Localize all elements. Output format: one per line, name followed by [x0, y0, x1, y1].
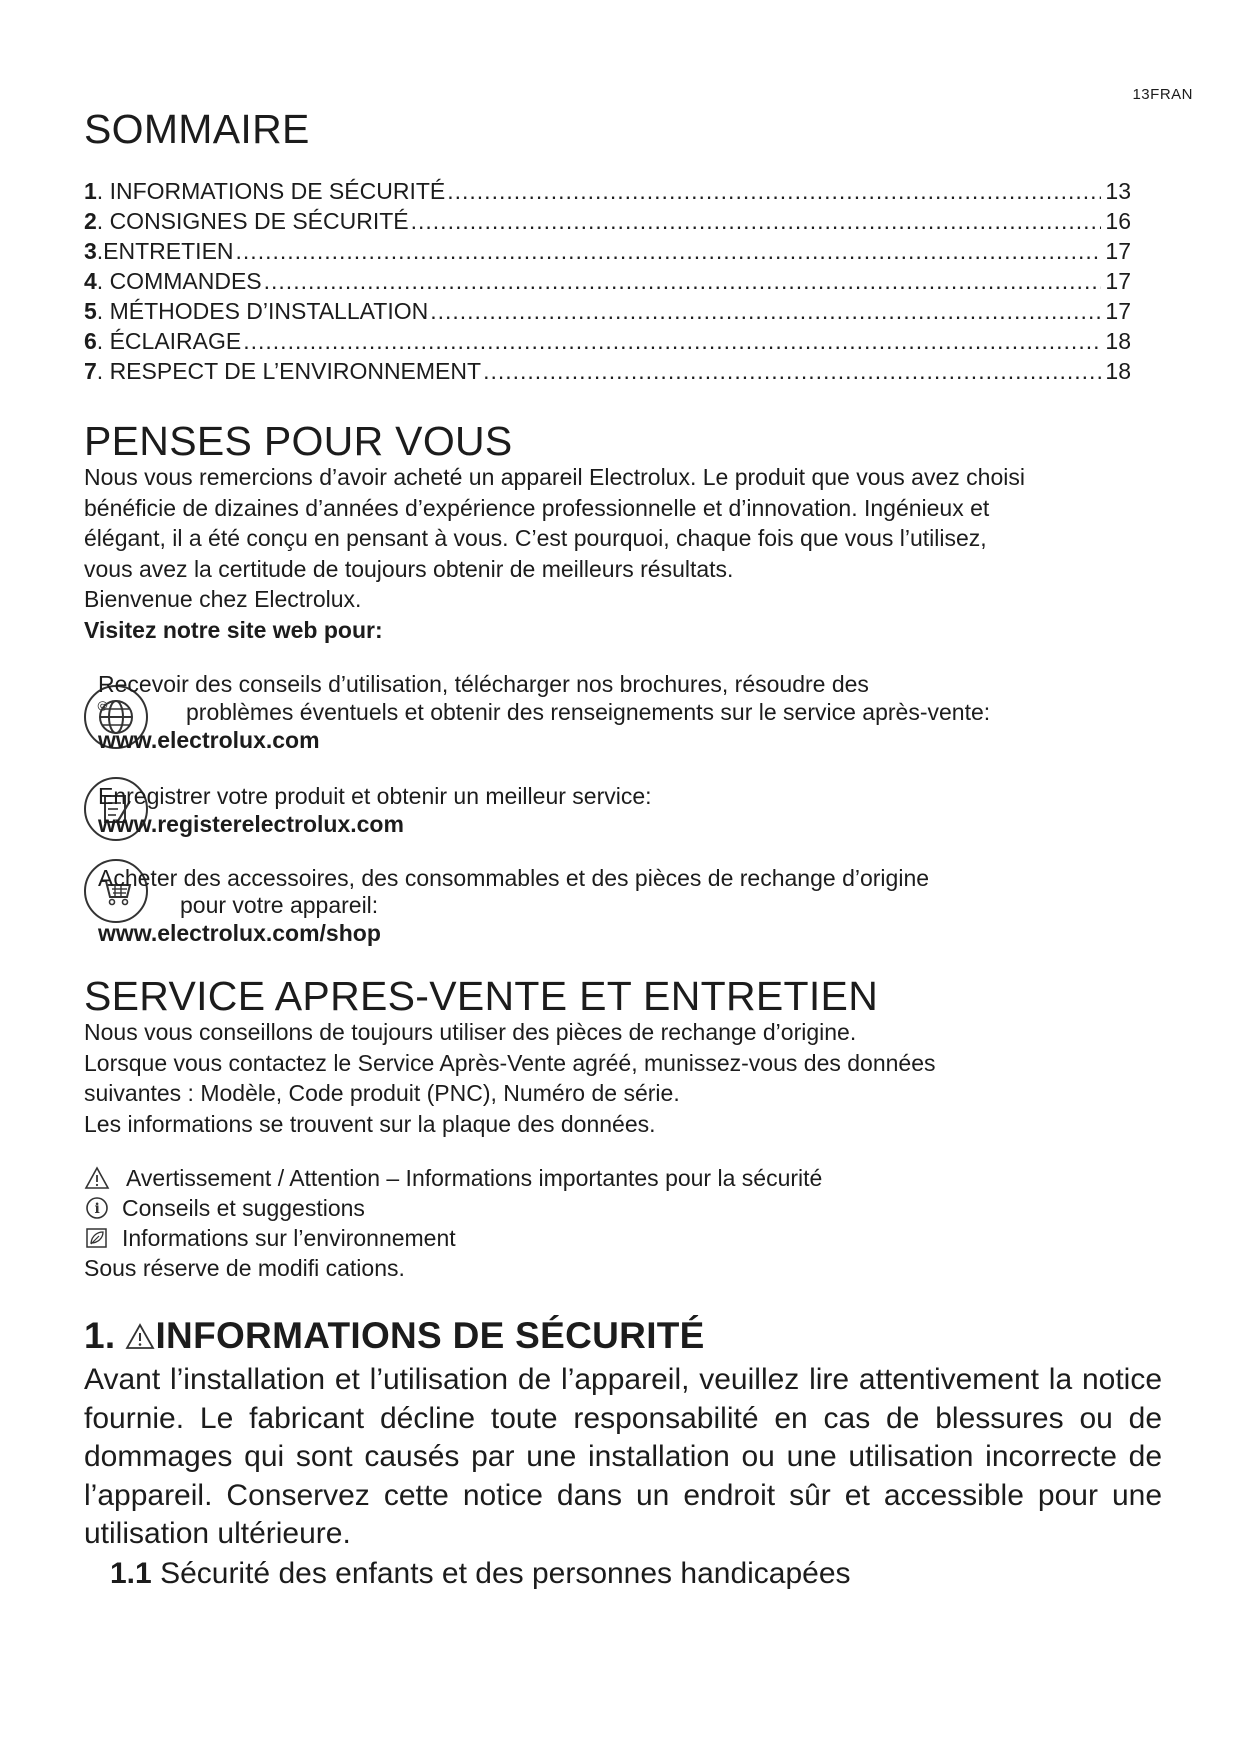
section-heading — [84, 1313, 1162, 1359]
toc-leader — [236, 236, 1102, 266]
paragraph-line: Nous vous remercions d’avoir acheté un appareil Electrolux. Le produit que vous avez choisi — [84, 464, 1025, 490]
toc-label: . COMMANDES — [96, 268, 262, 294]
toc-page: 16 — [1105, 208, 1131, 234]
sommaire-title: SOMMAIRE — [84, 106, 310, 152]
electrolux-link[interactable]: www.electrolux.com — [98, 727, 320, 753]
warning-icon — [84, 1166, 118, 1190]
shop-link-block — [84, 863, 1162, 955]
warning-icon — [125, 1322, 155, 1350]
toc-entry[interactable] — [84, 206, 1131, 236]
legend-item — [84, 1193, 1162, 1223]
toc-label: . ÉCLAIRAGE — [96, 328, 242, 354]
link-text-line: Enregistrer votre produit et obtenir un meilleur service: — [98, 783, 652, 809]
toc-leader — [483, 356, 1101, 386]
paragraph-line: Les informations se trouvent sur la plaque des données. — [84, 1110, 656, 1137]
service-body — [84, 1017, 1162, 1139]
support-link-block — [84, 669, 1162, 761]
section-number: 1. — [84, 1315, 116, 1356]
toc-page: 17 — [1105, 298, 1131, 324]
toc-label: . INFORMATIONS DE SÉCURITÉ — [96, 178, 446, 204]
toc-page: 18 — [1105, 328, 1131, 354]
legend-text: Avertissement / Attention – Informations importantes pour la sécurité — [126, 1165, 823, 1191]
reserve-note: Sous réserve de modifi cations. — [84, 1255, 405, 1281]
page-content — [84, 104, 1162, 1594]
svg-text:i: i — [94, 1201, 100, 1217]
toc-leader — [264, 266, 1102, 296]
paragraph-line: élégant, il a été conçu en pensant à vous. C’est pourquoi, chaque fois que vous l’utilisez, — [84, 525, 987, 551]
toc-label: .ENTRETIEN — [96, 238, 234, 264]
toc-page: 17 — [1105, 238, 1131, 264]
info-icon — [84, 1196, 118, 1220]
toc-label: . RESPECT DE L’ENVIRONNEMENT — [96, 358, 482, 384]
toc-number: 4 — [84, 268, 97, 294]
toc-label: . MÉTHODES D’INSTALLATION — [96, 298, 429, 324]
subsection-number: 1.1 — [110, 1556, 152, 1590]
link-text-line: Acheter des accessoires, des consommables et des pièces de rechange d’origine — [98, 865, 930, 891]
toc-number: 2 — [84, 208, 97, 234]
toc-page: 18 — [1105, 358, 1131, 384]
leaf-icon — [84, 1226, 118, 1250]
link-text-line: pour votre appareil: — [180, 892, 379, 918]
toc-leader — [430, 296, 1101, 326]
toc-number: 7 — [84, 358, 97, 384]
toc-entry[interactable] — [84, 176, 1131, 206]
visit-heading: Visitez notre site web pour: — [84, 616, 383, 643]
toc-leader — [243, 326, 1101, 356]
toc-number: 6 — [84, 328, 97, 354]
legend-text: Informations sur l’environnement — [122, 1225, 456, 1251]
section-title: INFORMATIONS DE SÉCURITÉ — [155, 1315, 705, 1356]
link-text-line: Recevoir des conseils d’utilisation, télécharger nos brochures, résoudre des — [98, 671, 869, 697]
toc-entry[interactable] — [84, 266, 1131, 296]
page-number: 13FRAN — [1132, 86, 1193, 103]
svg-text:@: @ — [97, 699, 108, 712]
register-link[interactable]: www.registerelectrolux.com — [98, 811, 404, 837]
toc-number: 3 — [84, 238, 97, 264]
section-body: Avant l’installation et l’utilisation de l’appareil, veuillez lire attentivement la notice fournie. Le fabricant décline toute responsabilité en cas de blessures ou de dommages qui sont causés par une installation ou une utilisation incorrecte de l’appareil. Conservez cette notice dans un endroit sûr et accessible pour une utilisation ultérieure. — [84, 1363, 1162, 1550]
paragraph-line: bénéficie de dizaines d’années d’expérience professionnelle et d’innovation. Ingénieux et — [84, 494, 990, 521]
service-title: SERVICE APRES-VENTE ET ENTRETIEN — [84, 973, 879, 1019]
subsection-heading — [110, 1554, 1162, 1594]
toc-number: 1 — [84, 178, 97, 204]
toc-entry[interactable] — [84, 236, 1131, 266]
shop-link[interactable]: www.electrolux.com/shop — [98, 920, 381, 946]
paragraph-line: Nous vous conseillons de toujours utiliser des pièces de rechange d’origine. — [84, 1019, 857, 1045]
toc-label: . CONSIGNES DE SÉCURITÉ — [96, 208, 409, 234]
penses-body — [84, 462, 1162, 645]
legend-text: Conseils et suggestions — [122, 1195, 365, 1221]
legend-item — [84, 1163, 1162, 1193]
paragraph-line: Bienvenue chez Electrolux. — [84, 586, 362, 612]
paragraph-line: suivantes : Modèle, Code produit (PNC), Numéro de série. — [84, 1080, 680, 1106]
toc-entry[interactable] — [84, 296, 1131, 326]
paragraph-line: Lorsque vous contactez le Service Après-Vente agréé, munissez-vous des données — [84, 1049, 936, 1076]
penses-title: PENSES POUR VOUS — [84, 418, 513, 464]
link-text-line: problèmes éventuels et obtenir des renseignements sur le service après-vente: — [186, 699, 991, 725]
toc-entry[interactable] — [84, 356, 1131, 386]
toc-page: 17 — [1105, 268, 1131, 294]
legend-item — [84, 1223, 1162, 1253]
toc-page: 13 — [1105, 178, 1131, 204]
paragraph-line: vous avez la certitude de toujours obtenir de meilleurs résultats. — [84, 555, 734, 582]
toc-leader — [411, 206, 1102, 236]
register-link-block — [84, 781, 1162, 845]
toc-leader — [447, 176, 1101, 206]
legend — [84, 1163, 1162, 1283]
toc-number: 5 — [84, 298, 97, 324]
subsection-title: Sécurité des enfants et des personnes handicapées — [160, 1556, 851, 1590]
table-of-contents — [84, 176, 1131, 386]
toc-entry[interactable] — [84, 326, 1131, 356]
